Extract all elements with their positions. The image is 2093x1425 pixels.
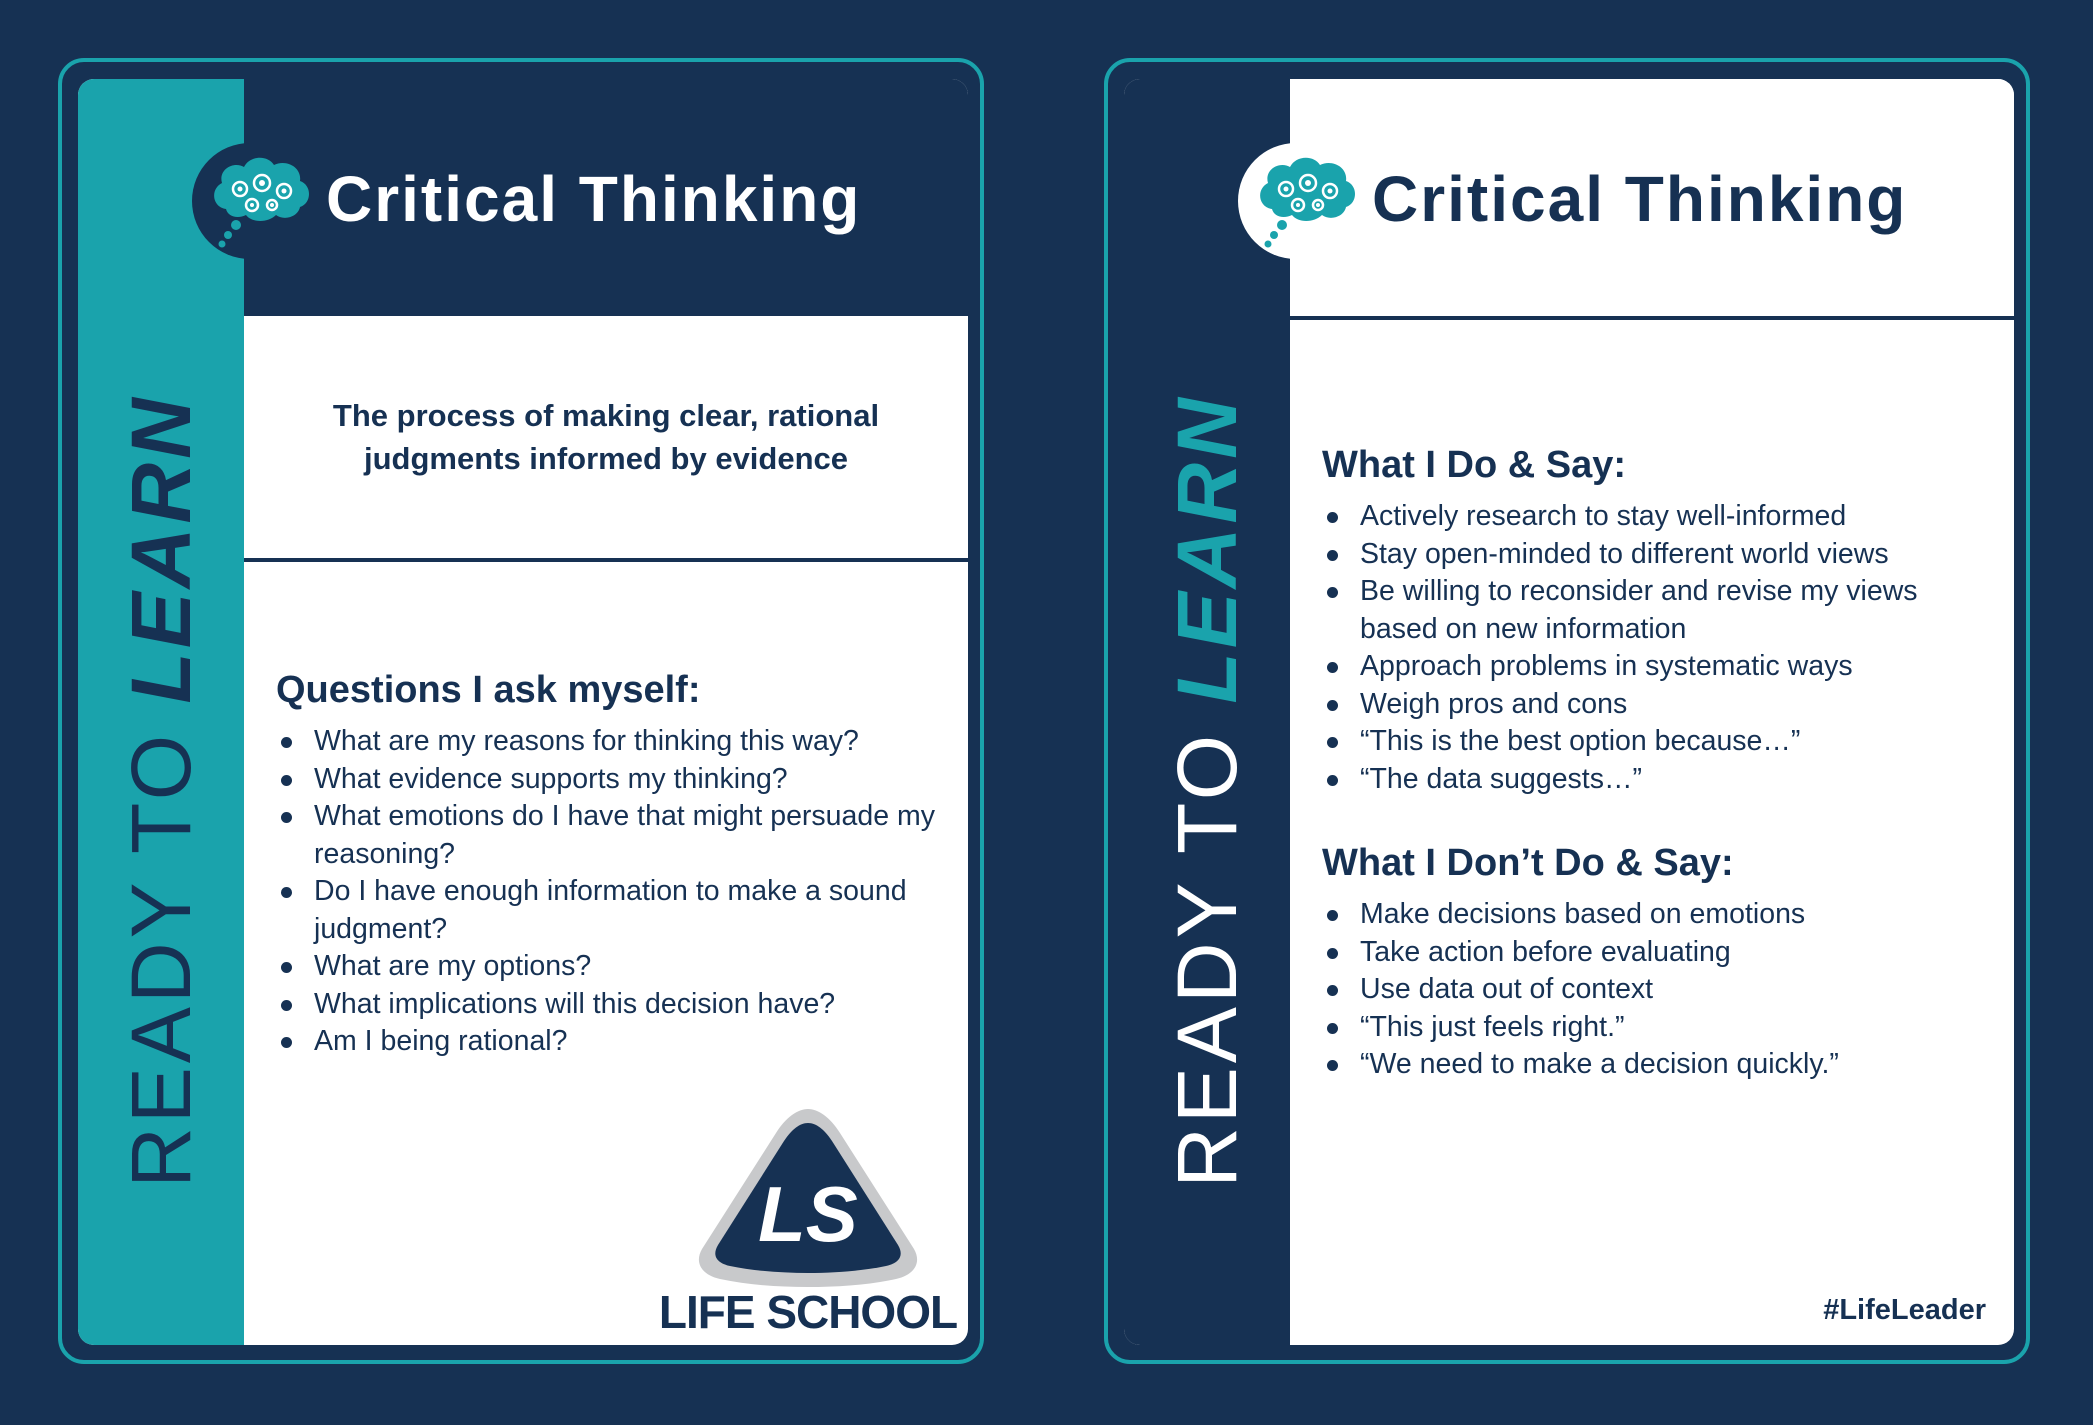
card-title: Critical Thinking — [1372, 163, 1908, 235]
logo-shield-icon — [658, 1099, 958, 1289]
list-item: Be willing to reconsider and revise my views based on new information — [1322, 573, 2002, 648]
questions-heading: Questions I ask myself: — [276, 669, 701, 711]
side-label-light: READY TO — [114, 703, 208, 1188]
do-say-list — [1322, 498, 2002, 798]
dont-say-heading: What I Don’t Do & Say: — [1322, 842, 1734, 884]
list-item: “The data suggests…” — [1322, 761, 2002, 799]
side-label — [114, 394, 208, 1188]
list-item: Am I being rational? — [276, 1023, 956, 1061]
dont-say-section — [1322, 840, 2002, 1084]
side-label-bold: LEARN — [1160, 394, 1254, 704]
do-say-section — [1322, 442, 2002, 798]
card-title: Critical Thinking — [326, 163, 862, 235]
definition: The process of making clear, rational judgments informed by evidence — [244, 316, 968, 562]
list-item: What implications will this decision have? — [276, 986, 956, 1024]
logo-initials: LS — [758, 1170, 858, 1258]
side-label-light: READY TO — [1160, 703, 1254, 1188]
list-item: Use data out of context — [1322, 971, 2002, 1009]
list-item: “This is the best option because…” — [1322, 723, 2002, 761]
list-item: Approach problems in systematic ways — [1322, 648, 2002, 686]
side-strip — [78, 79, 244, 1345]
life-school-logo — [658, 1099, 958, 1338]
dont-say-list — [1322, 896, 2002, 1084]
list-item: Make decisions based on emotions — [1322, 896, 2002, 934]
brain-gears-icon — [206, 151, 316, 251]
list-item: Weigh pros and cons — [1322, 686, 2002, 724]
list-item: What are my reasons for thinking this way? — [276, 723, 956, 761]
logo-name: LIFE SCHOOL — [658, 1286, 958, 1338]
card-front — [78, 79, 968, 1345]
list-item: What evidence supports my thinking? — [276, 761, 956, 799]
list-item: What are my options? — [276, 948, 956, 986]
list-item: Do I have enough information to make a sound judgment? — [276, 873, 956, 948]
side-label — [1160, 394, 1254, 1188]
side-label-bold: LEARN — [114, 394, 208, 704]
list-item: Stay open-minded to different world views — [1322, 536, 2002, 574]
list-item: “This just feels right.” — [1322, 1009, 2002, 1047]
list-item: “We need to make a decision quickly.” — [1322, 1046, 2002, 1084]
questions-list — [276, 723, 956, 1061]
card-back — [1124, 79, 2014, 1345]
side-strip — [1124, 79, 1290, 1345]
questions-section — [276, 667, 956, 1061]
brain-gears-icon — [1252, 151, 1362, 251]
list-item: Actively research to stay well-informed — [1322, 498, 2002, 536]
hashtag: #LifeLeader — [1823, 1294, 1986, 1326]
list-item: What emotions do I have that might persuade my reasoning? — [276, 798, 956, 873]
do-say-heading: What I Do & Say: — [1322, 444, 1627, 486]
brain-badge — [1238, 143, 1370, 259]
list-item: Take action before evaluating — [1322, 934, 2002, 972]
brain-badge — [192, 143, 324, 259]
